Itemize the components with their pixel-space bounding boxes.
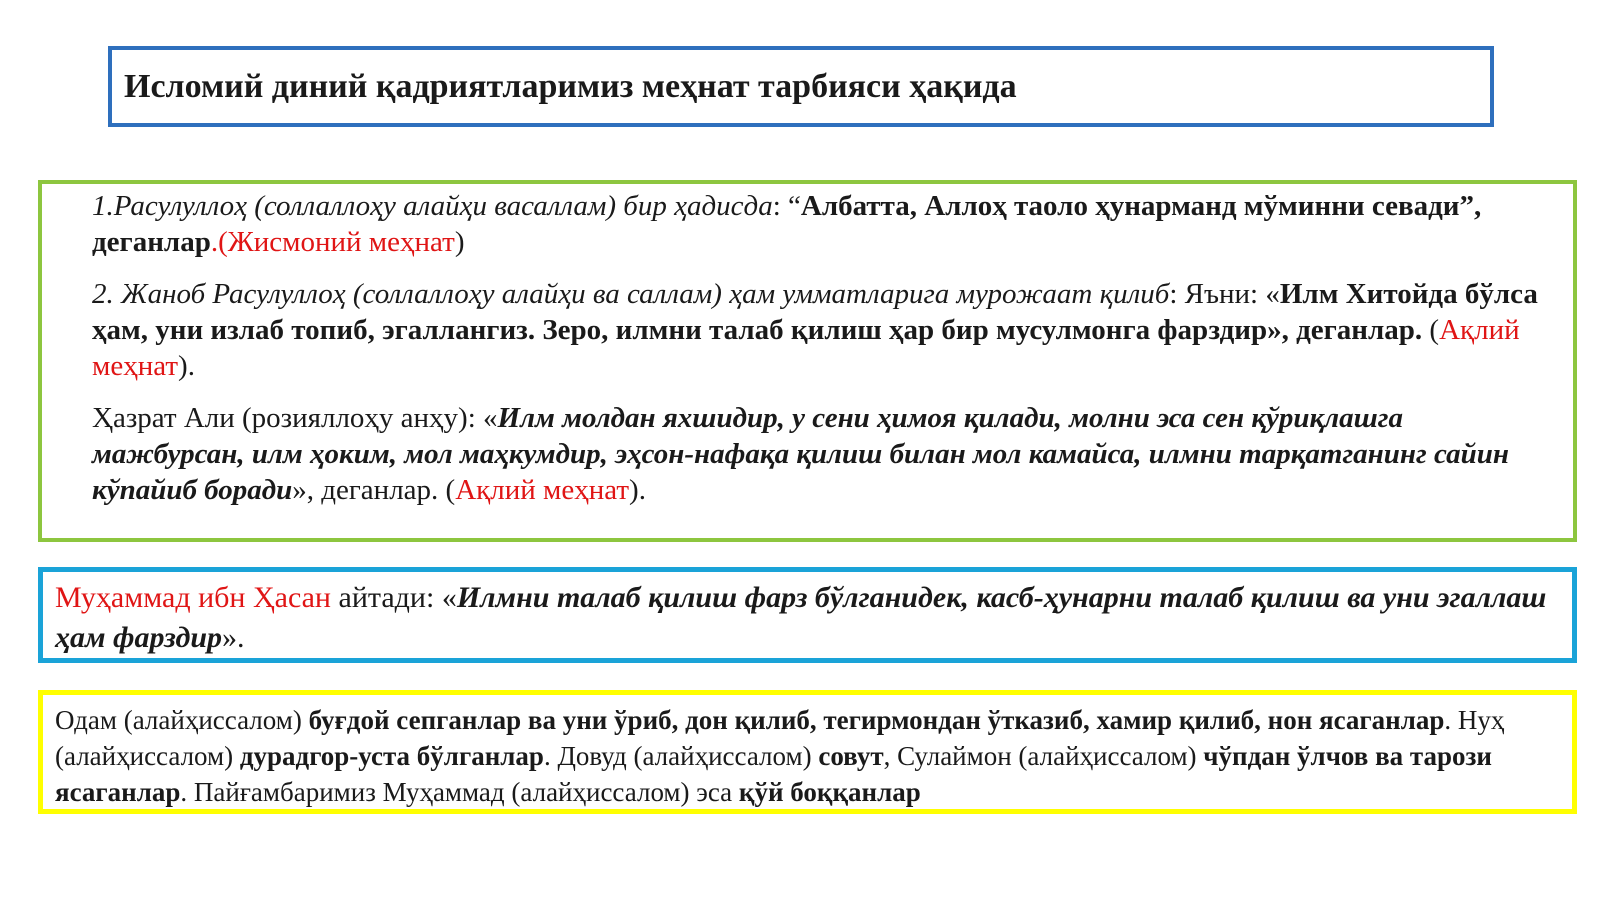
quote-text: Илмни талаб қилиш фарз бўлганидек, касб-ҳунарни талаб қилиш ва уни эгаллаш ҳам фарздир <box>55 581 1547 654</box>
p3-quote: Илм молдан яхшидир, у сени ҳимоя қилади, молни эса сен қўриқлашга мажбурсан, илм ҳоким, мол маҳкумдир, эҳсон-нафақа қилиш билан мол камайса, илмни тарқатганинг сайин кўпайиб боради <box>92 402 1509 506</box>
yellow-s4: , Сулаймон (алайҳиссалом) <box>883 741 1204 771</box>
yellow-b1: буғдой сепганлар ва уни ўриб, дон қилиб, тегирмондан ўтказиб, хамир қилиб, нон ясаганлар <box>308 705 1445 735</box>
yellow-b3: совут <box>818 741 884 771</box>
p3-close: ). <box>629 474 646 506</box>
yellow-s2: . Нуҳ (алайҳиссалом) <box>55 705 1505 771</box>
hadith-paragraph-1 <box>56 188 1559 260</box>
p1-quote: Албатта, Аллоҳ таоло ҳунарманд мўминни севади”, деганлар <box>92 190 1482 258</box>
yellow-s5: . Пайғамбаримиз Муҳаммад (алайҳиссалом) эса <box>180 777 739 807</box>
p2-close: ). <box>178 350 195 382</box>
p3-label: Ақлий меҳнат <box>455 474 630 506</box>
quote-box <box>38 567 1577 663</box>
yellow-b5: қўй боққанлар <box>738 777 921 807</box>
p2-label: Ақлий меҳнат <box>92 314 1520 382</box>
quote-says: айтади: « <box>331 581 457 614</box>
title-box <box>108 46 1494 127</box>
hadith-paragraph-2 <box>56 276 1559 384</box>
p1-dot: . <box>210 226 219 258</box>
hadith-box <box>38 180 1577 542</box>
slide-title: Исломий диний қадриятларимиз меҳнат тарбияси ҳақида <box>124 68 1017 105</box>
hadith-paragraph-3 <box>56 400 1559 508</box>
yellow-s1: Одам (алайҳиссалом) <box>55 705 309 735</box>
prophets-box <box>38 690 1577 814</box>
yellow-s3: . Довуд (алайҳиссалом) <box>543 741 819 771</box>
p2-open: ( <box>1422 314 1440 346</box>
p1-colon: : “ <box>772 190 801 222</box>
p1-lead: 1.Расулуллоҳ (соллаллоҳу алайҳи васаллам) бир ҳадисда <box>92 190 773 222</box>
p1-label: (Жисмоний меҳнат <box>218 226 455 258</box>
quote-close: ». <box>222 621 245 654</box>
quote-author: Муҳаммад ибн Ҳасан <box>55 581 331 614</box>
yellow-b2: дурадгор-уста бўлганлар <box>239 741 544 771</box>
p3-after: », деганлар. ( <box>292 474 456 506</box>
p2-lead: 2. Жаноб Расулуллоҳ (соллаллоҳу алайҳи ва саллам) ҳам умматларига мурожаат қилиб <box>92 278 1170 310</box>
p1-close: ) <box>454 226 465 258</box>
p2-quote: Илм Хитойда бўлса ҳам, уни излаб топиб, эгаллангиз. Зеро, илмни талаб қилиш ҳар бир мусулмонга фарздир», деганлар. <box>92 278 1538 346</box>
p2-middle: : Яъни: « <box>1169 278 1280 310</box>
yellow-b4: чўпдан ўлчов ва тарози ясаганлар <box>55 741 1492 807</box>
p3-lead: Ҳазрат Али (розияллоҳу анҳу): « <box>92 402 498 434</box>
